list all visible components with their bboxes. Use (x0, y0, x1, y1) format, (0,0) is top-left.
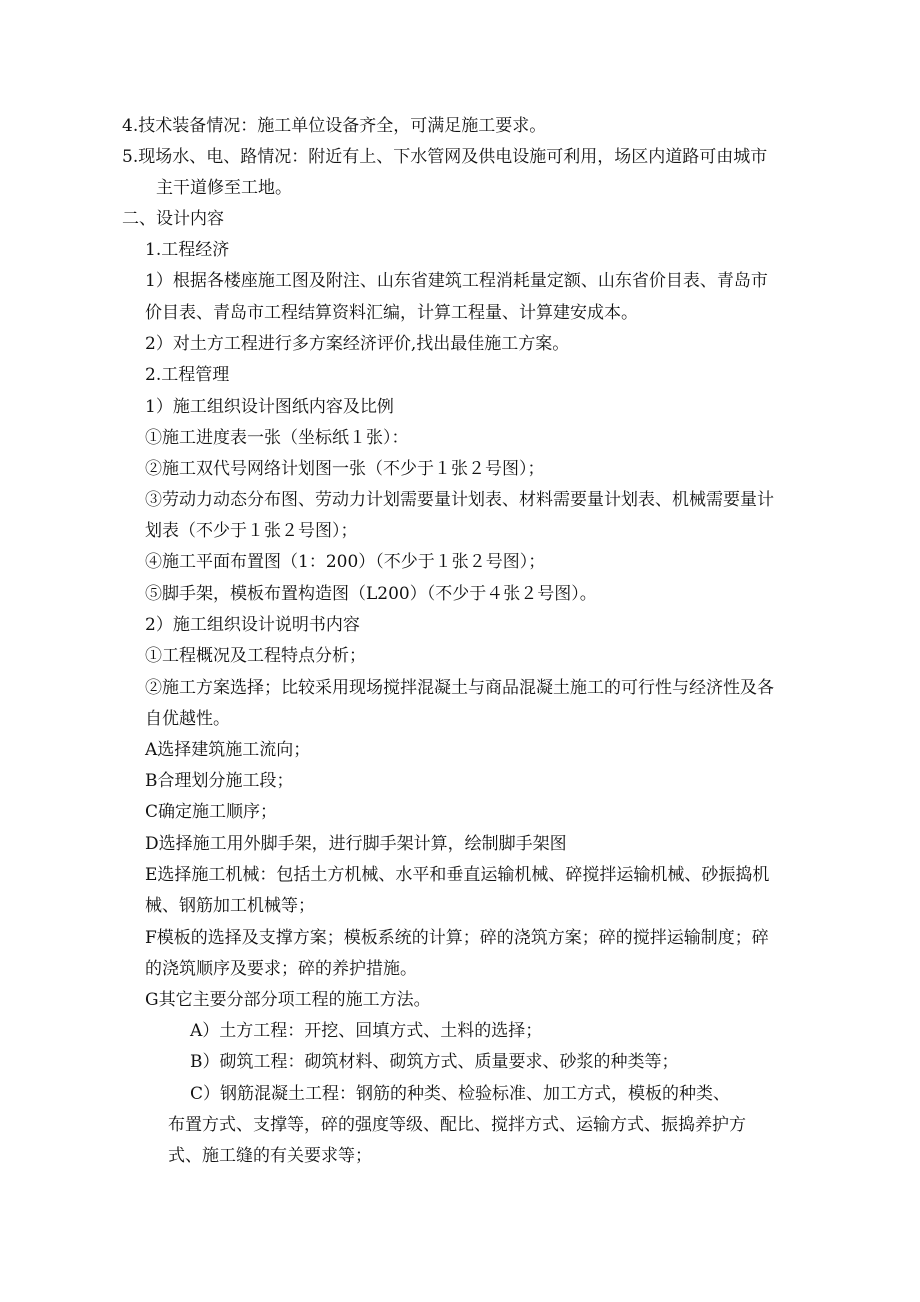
text-line: 价目表、青岛市工程结算资料汇编，计算工程量、计算建安成本。 (145, 303, 638, 323)
text-line: 1）根据各楼座施工图及附注、山东省建筑工程消耗量定额、山东省价目表、青岛市 (145, 271, 768, 291)
text-line: 式、施工缝的有关要求等； (168, 1146, 372, 1166)
text-line: ②施工方案选择；比较采用现场搅拌混凝土与商品混凝土施工的可行性与经济性及各 (145, 678, 774, 698)
text-line: B）砌筑工程：砌筑材料、砌筑方式、质量要求、砂浆的种类等； (190, 1052, 679, 1072)
text-line: ①工程概况及工程特点分析； (145, 646, 366, 666)
text-line: ④施工平面布置图（1：200）（不少于１张２号图）； (145, 552, 546, 572)
text-line: A选择建筑施工流向； (145, 740, 311, 760)
text-line: 1）施工组织设计图纸内容及比例 (145, 397, 394, 417)
text-line: G其它主要分部分项工程的施工方法。 (145, 990, 431, 1010)
text-line: 4.技术装备情况：施工单位设备齐全，可满足施工要求。 (122, 116, 547, 136)
subsection-heading: 1.工程经济 (145, 240, 230, 260)
text-line: ②施工双代号网络计划图一张（不少于１张２号图）； (145, 459, 545, 479)
text-line: C确定施工顺序； (145, 802, 278, 822)
text-line: B合理划分施工段； (145, 771, 294, 791)
text-line: 划表（不少于１张２号图）； (145, 521, 358, 541)
text-line: 5.现场水、电、路情况：附近有上、下水管网及供电设施可利用，场区内道路可由城市 (122, 147, 768, 167)
text-line: 械、钢筋加工机械等； (145, 896, 315, 916)
text-line: ③劳动力动态分布图、劳动力计划需要量计划表、材料需要量计划表、机械需要量计 (145, 490, 774, 510)
text-line: 布置方式、支撑等，碎的强度等级、配比、搅拌方式、运输方式、振捣养护方 (168, 1115, 746, 1135)
text-line: 自优越性。 (145, 709, 230, 729)
subsection-heading: 2.工程管理 (145, 365, 230, 385)
text-line: ①施工进度表一张（坐标纸１张）： (145, 428, 409, 448)
text-line: F模板的选择及支撑方案；模板系统的计算；碎的浇筑方案；碎的搅拌运输制度；碎 (145, 928, 769, 948)
text-line: D选择施工用外脚手架，进行脚手架计算，绘制脚手架图 (145, 834, 567, 854)
text-line: ⑤脚手架，模板布置构造图（L200）（不少于４张２号图）。 (145, 584, 597, 604)
section-heading: 二、设计内容 (122, 209, 224, 229)
text-line: C）钢筋混凝土工程：钢筋的种类、检验标准、加工方式，模板的种类、 (190, 1084, 731, 1104)
text-line: 的浇筑顺序及要求；碎的养护措施。 (145, 959, 417, 979)
text-line: 2）对土方工程进行多方案经济评价,找出最佳施工方案。 (145, 334, 570, 354)
text-line: E选择施工机械：包括土方机械、水平和垂直运输机械、碎搅拌运输机械、砂振捣机 (145, 865, 770, 885)
text-line: 主干道修至工地。 (156, 178, 292, 198)
text-line: 2）施工组织设计说明书内容 (145, 615, 360, 635)
text-line: A）土方工程：开挖、回填方式、土料的选择； (190, 1021, 543, 1041)
